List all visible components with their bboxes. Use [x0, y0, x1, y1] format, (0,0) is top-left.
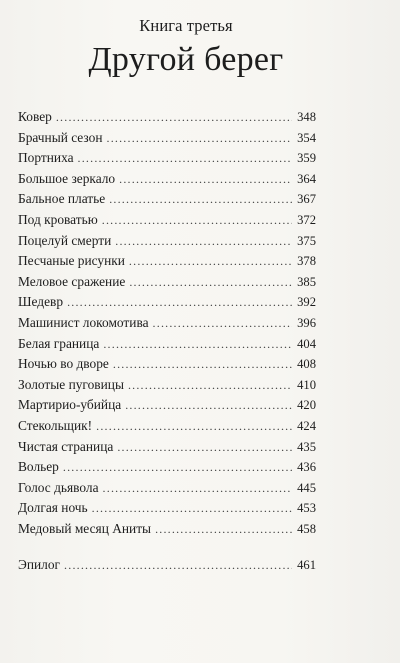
toc-entry-title: Большое зеркало [18, 170, 116, 186]
dot-leader [117, 437, 292, 458]
toc-entry-title: Шедевр [18, 294, 64, 310]
dot-leader [56, 107, 292, 128]
toc-entry-epilogue[interactable] [18, 555, 316, 576]
toc-entry-page: 372 [297, 212, 316, 227]
toc-entry-title: Ковер [18, 109, 52, 124]
toc-entry-golden-buttons[interactable] [18, 375, 316, 396]
toc-entry-title: Бальное платье [18, 191, 106, 207]
toc-entry-night-in-yard[interactable] [18, 354, 316, 375]
toc-entry-big-mirror[interactable] [18, 169, 316, 190]
toc-entry-martirio-killer[interactable] [18, 395, 316, 416]
toc-entry-page: 445 [297, 480, 316, 495]
toc-entry-title: Чистая страница [18, 438, 114, 454]
table-of-contents [18, 107, 316, 539]
dot-leader [107, 128, 293, 149]
toc-entry-masterpiece[interactable] [18, 292, 316, 313]
dot-leader [103, 478, 292, 499]
dot-leader [153, 313, 292, 334]
toc-entry-title: Портниха [18, 150, 74, 166]
toc-entry-page: 364 [297, 171, 316, 186]
dot-leader [102, 210, 292, 231]
dot-leader [78, 148, 292, 169]
book-label: Книга третья [139, 16, 233, 35]
toc-entry-title: Ночью во дворе [18, 356, 109, 372]
toc-entry-long-night[interactable] [18, 498, 316, 519]
toc-entry-under-the-bed[interactable] [18, 210, 316, 231]
dot-leader [155, 519, 292, 540]
toc-entry-page: 424 [297, 418, 316, 433]
toc-entry-page: 420 [297, 398, 316, 413]
toc-entry-sand-drawings[interactable] [18, 251, 316, 272]
dot-leader [96, 416, 292, 437]
toc-entry-ball-gown[interactable] [18, 189, 316, 210]
toc-entry-clean-page[interactable] [18, 437, 316, 458]
toc-entry-devils-voice[interactable] [18, 478, 316, 499]
toc-entry-locomotive-driver[interactable] [18, 313, 316, 334]
dot-leader [63, 457, 292, 478]
dot-leader [119, 169, 292, 190]
book-title: Другой берег [88, 41, 284, 78]
dot-leader [109, 189, 292, 210]
toc-entry-title: Стекольщик! [18, 417, 93, 433]
toc-entry-page: 392 [297, 295, 316, 310]
toc-entry-title: Под кроватью [18, 211, 98, 227]
toc-entry-page: 354 [297, 130, 316, 145]
dot-leader [125, 395, 292, 416]
dot-leader [113, 354, 292, 375]
toc-entry-page: 396 [297, 315, 316, 330]
toc-entry-title: Белая граница [18, 335, 100, 351]
toc-entry-seamstress[interactable] [18, 148, 316, 169]
toc-entry-title: Эпилог [18, 557, 61, 572]
toc-entry-page: 453 [297, 501, 316, 516]
toc-entry-page: 458 [297, 521, 316, 536]
epilogue-section [18, 555, 316, 576]
toc-entry-title: Голос дьявола [18, 479, 99, 495]
toc-entry-page: 375 [297, 233, 316, 248]
toc-entry-title: Долгая ночь [18, 500, 88, 516]
dot-leader [92, 498, 292, 519]
dot-leader [128, 375, 292, 396]
toc-entry-mating-season[interactable] [18, 128, 316, 149]
toc-entry-title: Золотые пуговицы [18, 376, 124, 392]
toc-entry-chalk-battle[interactable] [18, 272, 316, 293]
toc-entry-title: Вольер [18, 459, 59, 475]
toc-entry-title: Брачный сезон [18, 129, 103, 145]
toc-entry-title: Медовый месяц Аниты [18, 520, 152, 536]
dot-leader [129, 251, 292, 272]
toc-entry-anitas-honeymoon[interactable] [18, 519, 316, 540]
toc-entry-page: 435 [297, 439, 316, 454]
toc-entry-page: 410 [297, 377, 316, 392]
toc-entry-page: 359 [297, 151, 316, 166]
toc-entry-carpet[interactable] [18, 107, 316, 128]
dot-leader [115, 231, 292, 252]
toc-entry-title: Мартирио-убийца [18, 397, 122, 413]
toc-entry-title: Меловое сражение [18, 273, 126, 289]
dot-leader [129, 272, 292, 293]
toc-entry-aviary[interactable] [18, 457, 316, 478]
toc-entry-page: 436 [297, 460, 316, 475]
toc-entry-page: 408 [297, 357, 316, 372]
toc-entry-kiss-of-death[interactable] [18, 231, 316, 252]
dot-leader [64, 555, 292, 576]
toc-entry-page: 367 [297, 192, 316, 207]
toc-entry-page: 378 [297, 254, 316, 269]
toc-entry-glazier[interactable] [18, 416, 316, 437]
toc-entry-page: 348 [297, 110, 316, 124]
toc-entry-white-border[interactable] [18, 334, 316, 355]
toc-entry-title: Поцелуй смерти [18, 232, 112, 248]
dot-leader [103, 334, 292, 355]
toc-entry-title: Песчаные рисунки [18, 253, 125, 269]
toc-entry-page: 404 [297, 336, 316, 351]
toc-entry-title: Машинист локомотива [18, 314, 149, 330]
toc-entry-page: 385 [297, 274, 316, 289]
toc-entry-page: 461 [297, 558, 316, 572]
dot-leader [67, 292, 292, 313]
